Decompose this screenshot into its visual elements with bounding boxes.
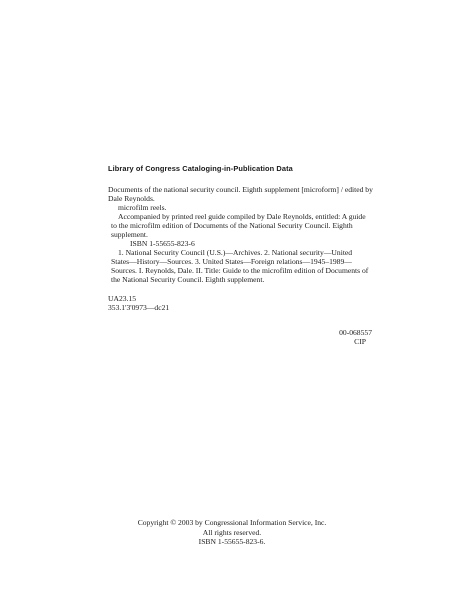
- cip-note-line: supplement.: [111, 230, 148, 239]
- cip-note-line: Accompanied by printed reel guide compiled by Dale Reynolds, entitled: A guide: [118, 212, 366, 221]
- cip-title-line: Documents of the national security council. Eighth supplement [microform] / edited by: [108, 185, 373, 194]
- cip-isbn: [108, 239, 372, 248]
- dewey-call-number: 353.1'3'0973—dc21: [108, 303, 170, 312]
- cip-physical-line: microfilm reels.: [118, 203, 167, 212]
- cip-heading: Library of Congress Cataloging-in-Publication Data: [108, 164, 293, 173]
- cip-tag: CIP: [354, 337, 366, 346]
- cip-subjects-line: States—History—Sources. 3. United States—Foreign relations—1945–1989—: [111, 257, 352, 266]
- call-numbers: [108, 294, 169, 312]
- cip-subjects-line: 1. National Security Council (U.S.)—Archives. 2. National security—United: [118, 248, 353, 257]
- copyright-block: [100, 518, 364, 547]
- lc-call-number: UA23.15: [108, 294, 137, 303]
- lccn-block: [306, 328, 372, 346]
- cip-title-line: Dale Reynolds.: [108, 194, 155, 203]
- cip-subjects-line: the National Security Council. Eighth supplement.: [111, 275, 265, 284]
- copyright-line: Copyright © 2003 by Congressional Information Service, Inc.: [137, 518, 327, 527]
- rights-line: All rights reserved.: [202, 527, 262, 537]
- cip-title-entry: [108, 185, 372, 203]
- cip-note: [108, 212, 372, 239]
- cip-note-line: to the microfilm edition of Documents of the National Security Council. Eighth: [111, 221, 353, 230]
- cip-block: [108, 164, 372, 284]
- cip-isbn-line: ISBN 1-55655-823-6: [130, 239, 195, 248]
- cip-subjects: [108, 248, 372, 284]
- cip-subjects-line: Sources. I. Reynolds, Dale. II. Title: Guide to the microfilm edition of Documents of: [111, 266, 369, 275]
- copyright-isbn-line: ISBN 1-55655-823-6.: [198, 537, 266, 546]
- cip-physical-description: [108, 203, 372, 212]
- lccn-number: 00-068557: [339, 328, 372, 337]
